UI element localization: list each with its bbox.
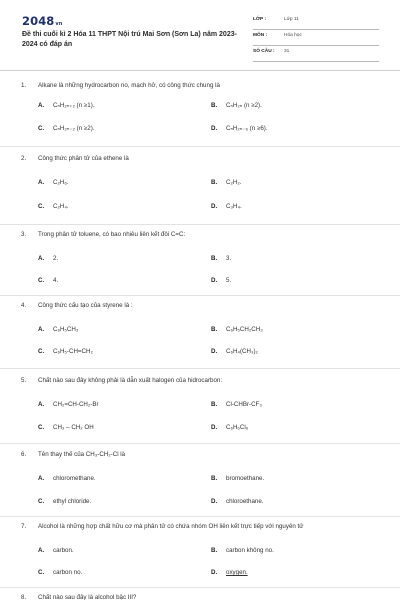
question-stem: [21, 375, 381, 387]
document-title: Đề thi cuối kì 2 Hóa 11 THPT Nội trú Mai Sơn (Sơn La) năm 2023-2024 có đáp án: [22, 31, 237, 48]
question-6: 6. Tên thay thế của CH₃-CH₂-Cl là A. chloromethane. B. bromoethane. C. ethyl chloride. D. chloroethane.: [21, 449, 381, 461]
meta-row-count: [253, 46, 379, 62]
question-text: Trong phân tử toluene, có bao nhiêu liên kết đôi C=C:: [38, 231, 186, 238]
question-number: 6.: [21, 451, 27, 458]
question-number: 4.: [21, 302, 27, 309]
meta-row-class: [253, 14, 379, 30]
question-number: 8.: [21, 594, 27, 600]
meta-value: Hóa học: [284, 33, 302, 38]
question-number: 5.: [21, 377, 27, 384]
question-stem: [21, 229, 381, 241]
question-divider: [0, 587, 400, 588]
question-text: Alkane là những hydrocarbon no, mạch hở, có công thức chung là: [38, 82, 220, 89]
question-text: Chất nào sau đây không phải là dẫn xuất halogen của hidrocarbon:: [38, 377, 223, 384]
meta-label: LỚP :: [253, 17, 267, 22]
question-text: Công thức phân tử của ethene là: [38, 155, 129, 162]
question-divider: [0, 146, 400, 147]
question-stem: [21, 300, 381, 312]
question-stem: [21, 592, 381, 600]
question-text: Tên thay thế của CH₃-CH₂-Cl là: [38, 451, 126, 458]
question-stem: [21, 80, 381, 92]
question-5: 5. Chất nào sau đây không phải là dẫn xuất halogen của hidrocarbon: A. CH₂=CH-CH₂-Br B. Cl-CHBr-CF₃ C. CH₃ – CH₂ OH D. C₆H₆Cl₆: [21, 375, 381, 387]
question-divider: [0, 443, 400, 444]
page-header: [0, 0, 400, 70]
question-4: 4. Công thức cấu tạo của styrene là : A. C₆H₅CH₃ B. C₆H₅CH₂CH₃ C. C₆H₅-CH=CH₂ D. C₆H₄(CH₃)₂: [21, 300, 381, 312]
question-divider: [0, 295, 400, 296]
question-1: 1. Alkane là những hydrocarbon no, mạch hở, có công thức chung là A. CₙH₂ₙ₊₂ (n ≥1). B. CₙH₂ₙ (n ≥2). C. CₙH₂ₙ₋₂ (n ≥2). D. CₙH₂ₙ₋₆ (n ≥6).: [21, 80, 381, 92]
meta-info: [253, 14, 379, 62]
question-2: 2. Công thức phân tử của ethene là A. C₂H₆. B. C₂H₂. C. C₂H₄. D. C₃H₄.: [21, 153, 381, 165]
question-divider: [0, 224, 400, 225]
question-text: Công thức cấu tạo của styrene là :: [38, 302, 133, 309]
meta-label: MÔN :: [253, 33, 268, 38]
question-number: 1.: [21, 82, 27, 89]
question-divider: [0, 516, 400, 517]
meta-value: Lớp 11: [284, 17, 299, 22]
meta-row-subject: [253, 30, 379, 46]
question-8: [21, 592, 381, 600]
meta-value: 31: [284, 49, 290, 54]
question-number: 3.: [21, 231, 27, 238]
question-stem: [21, 449, 381, 461]
question-text: Chất nào sau đây là alcohol bậc III?: [38, 594, 137, 600]
question-text: Alcohol là những hợp chất hữu cơ mà phân tử có chứa nhóm OH liên kết trực tiếp với nguyên tử: [38, 523, 304, 530]
question-divider: [0, 368, 400, 369]
question-7: 7. Alcohol là những hợp chất hữu cơ mà phân tử có chứa nhóm OH liên kết trực tiếp với nguyên tử A. carbon. B. carbon không no. C. carbon no. D. oxygen.: [21, 521, 381, 533]
meta-label: SỐ CÂU :: [253, 49, 275, 54]
site-logo[interactable]: 2048vn: [22, 14, 63, 28]
header-divider: [0, 70, 400, 71]
question-number: 7.: [21, 523, 27, 530]
question-number: 2.: [21, 155, 27, 162]
question-stem: [21, 521, 381, 533]
question-stem: [21, 153, 381, 165]
question-3: 3. Trong phân tử toluene, có bao nhiêu liên kết đôi C=C: A. 2. B. 3. C. 4. D. 5.: [21, 229, 381, 241]
